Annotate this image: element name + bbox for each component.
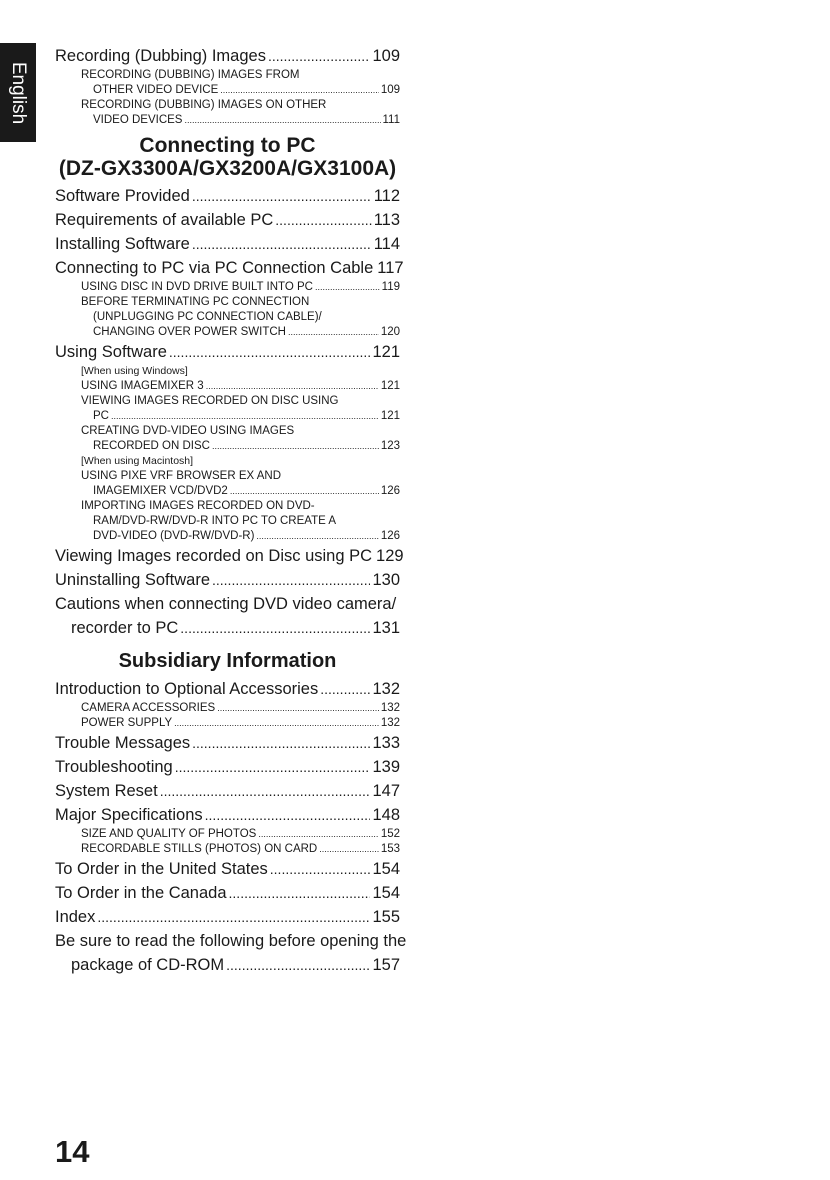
leader-dots [275,208,371,232]
toc-entry[interactable]: Installing Software ..... 114 [55,232,400,256]
toc-subentry[interactable]: RECORDABLE STILLS (PHOTOS) ON CARD ..... 153 [55,842,400,857]
toc-subentry[interactable]: RECORDING (DUBBING) IMAGES ON OTHER VIDEO DEVICES ..... 111 [55,98,400,128]
toc-entry[interactable]: To Order in the Canada ..... 154 [55,881,400,905]
leader-dots [288,325,379,340]
leader-dots [160,779,371,803]
toc-entry[interactable]: Major Specifications ..... 148 [55,803,400,827]
toc-subentry[interactable]: USING DISC IN DVD DRIVE BUILT INTO PC ..... 119 [55,280,400,295]
toc-entry[interactable]: Troubleshooting ..... 139 [55,755,400,779]
toc-entry[interactable]: Be sure to read the following before opening the package of CD-ROM ..... 157 [55,929,400,977]
leader-dots [212,439,379,454]
toc-subentry[interactable]: SIZE AND QUALITY OF PHOTOS ..... 152 [55,827,400,842]
toc-entry[interactable]: System Reset ..... 147 [55,779,400,803]
leader-dots [206,379,379,394]
toc-subentry[interactable]: VIEWING IMAGES RECORDED ON DISC USING PC ..... 121 [55,394,400,424]
language-tab-label: English [8,61,29,124]
toc-entry[interactable]: Introduction to Optional Accessories ..... 132 [55,677,400,701]
language-tab [0,43,36,142]
leader-dots [270,857,371,881]
leader-dots [180,616,370,640]
leader-dots [268,44,371,68]
toc-subentry[interactable]: BEFORE TERMINATING PC CONNECTION (UNPLUGGING PC CONNECTION CABLE)/ CHANGING OVER POWER SWITCH ..... 120 [55,295,400,340]
toc-entry[interactable] [55,44,400,68]
toc-entry-page: 109 [372,47,400,65]
toc-subentry[interactable]: USING PIXE VRF BROWSER EX AND IMAGEMIXER VCD/DVD2 ..... 126 [55,469,400,499]
toc-subentry[interactable]: IMPORTING IMAGES RECORDED ON DVD- RAM/DVD-RW/DVD-R INTO PC TO CREATE A DVD-VIDEO (DVD-RW/DVD-R) ..... 126 [55,499,400,544]
leader-dots [320,677,370,701]
toc-entry[interactable]: Index ..... 155 [55,905,400,929]
toc-subentry[interactable]: CREATING DVD-VIDEO USING IMAGES RECORDED ON DISC ..... 123 [55,424,400,454]
toc-entry[interactable]: Trouble Messages ..... 133 [55,731,400,755]
leader-dots [184,113,380,128]
toc-entry[interactable]: Cautions when connecting DVD video camera/ recorder to PC ..... 131 [55,592,400,640]
leader-dots [192,184,372,208]
leader-dots [174,716,379,731]
toc-subentry[interactable]: CAMERA ACCESSORIES ..... 132 [55,701,400,716]
leader-dots [212,568,370,592]
section-heading-subsidiary: Subsidiary Information [118,650,337,672]
leader-dots [315,280,380,295]
leader-dots [319,842,379,857]
page-number: 14 [55,1134,90,1169]
leader-dots [97,905,370,929]
toc-entry[interactable]: Uninstalling Software ..... 130 [55,568,400,592]
platform-note: [When using Windows] [81,365,188,377]
toc-entry[interactable]: Viewing Images recorded on Disc using PC 129 [55,547,404,565]
toc-entry[interactable]: Requirements of available PC ..... 113 [55,208,400,232]
leader-dots [175,755,371,779]
leader-dots [192,731,370,755]
toc-entry[interactable]: Using Software ..... 121 [55,340,400,364]
platform-note: [When using Macintosh] [81,455,194,467]
leader-dots [111,409,379,424]
toc-entry[interactable]: Connecting to PC via PC Connection Cable 117 [55,259,404,277]
leader-dots [226,953,370,977]
leader-dots [192,232,372,256]
leader-dots [256,529,378,544]
section-heading-pc: Connecting to PC (DZ-GX3300A/GX3200A/GX3100A) [58,134,397,180]
leader-dots [169,340,371,364]
leader-dots [230,484,379,499]
leader-dots [217,701,379,716]
leader-dots [220,83,379,98]
leader-dots [258,827,379,842]
toc-entry[interactable]: Software Provided ..... 112 [55,184,400,208]
toc-entry-label: Recording (Dubbing) Images [55,47,266,65]
toc-subentry[interactable]: POWER SUPPLY ..... 132 [55,716,400,731]
leader-dots [229,881,371,905]
leader-dots [205,803,371,827]
toc-entry[interactable]: To Order in the United States ..... 154 [55,857,400,881]
table-of-contents [55,44,407,977]
toc-subentry[interactable]: RECORDING (DUBBING) IMAGES FROM OTHER VIDEO DEVICE ..... 109 [55,68,400,98]
toc-subentry[interactable]: USING IMAGEMIXER 3 ..... 121 [55,379,400,394]
